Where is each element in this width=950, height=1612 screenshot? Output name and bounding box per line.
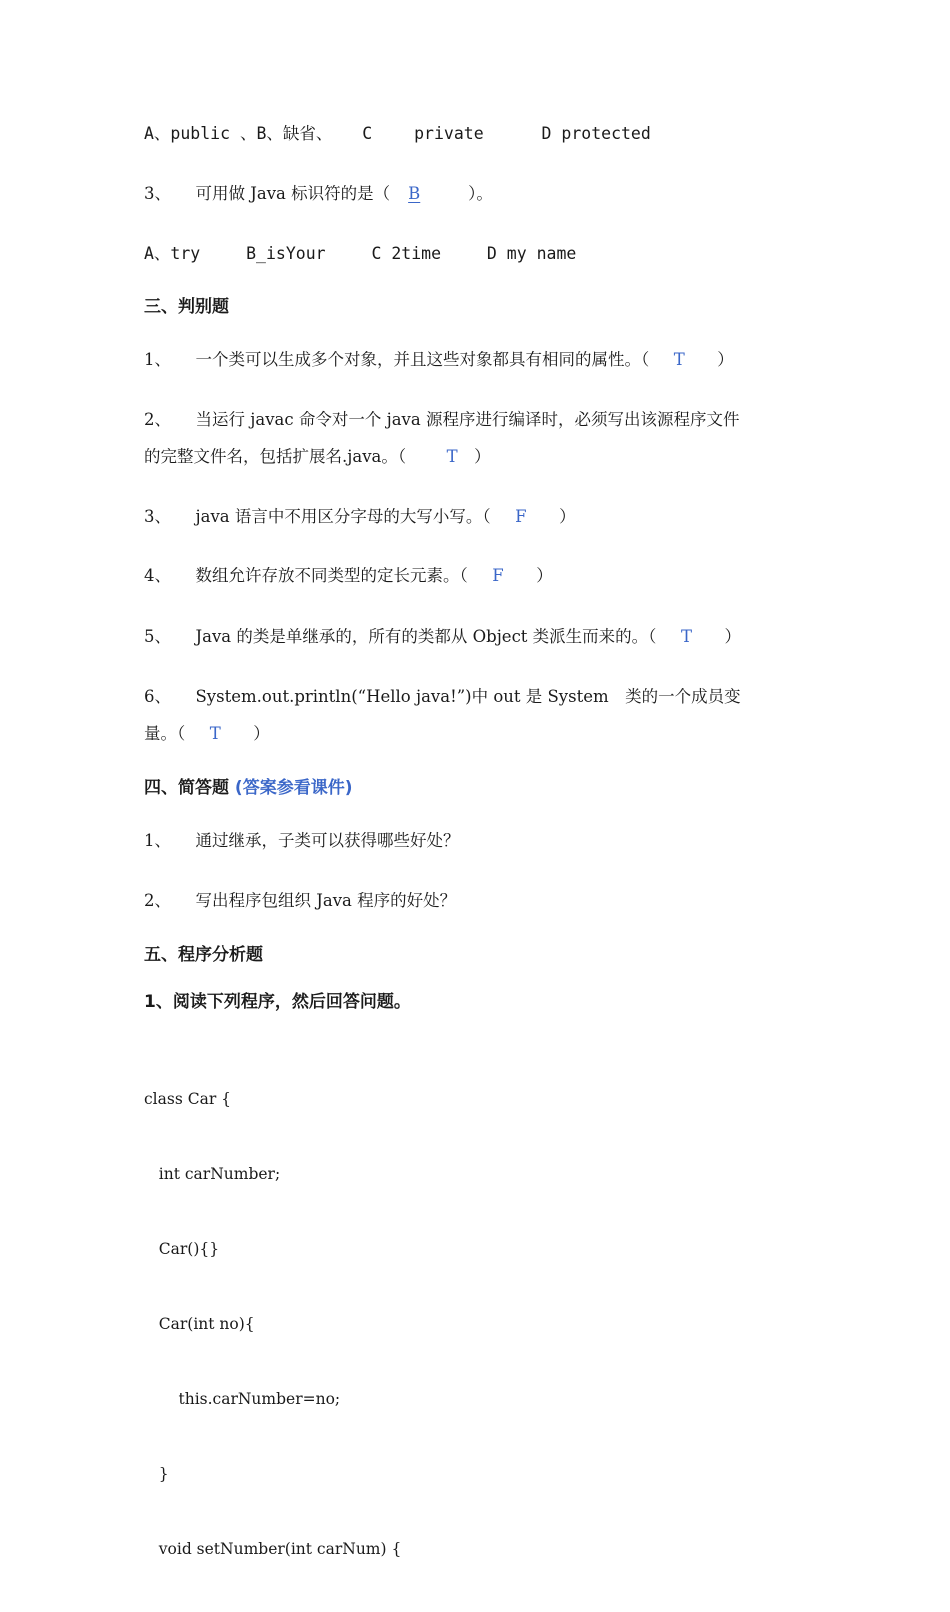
item-text: 数组允许存放不同类型的定长元素。（ <box>195 566 468 585</box>
mc-options-line <box>144 124 814 144</box>
short-answer-item-1 <box>144 831 814 851</box>
item-answer: T <box>209 724 221 743</box>
item-text-continued: 量。（ <box>144 724 186 743</box>
judgement-item-1 <box>144 350 814 370</box>
item-close: ） <box>253 724 270 743</box>
item-number: 4、 <box>144 566 171 585</box>
code-block <box>144 1037 401 1612</box>
item-close: ） <box>474 447 491 466</box>
question-number: 3、 <box>144 184 171 203</box>
item-number: 5、 <box>144 627 171 646</box>
judgement-item-2-line1 <box>144 410 814 430</box>
item-answer: T <box>446 447 458 466</box>
code-line: int carNumber; <box>144 1165 281 1183</box>
option-b: B_isYour <box>246 244 326 263</box>
item-close: ） <box>536 566 553 585</box>
option-c: C <box>362 124 373 143</box>
option-a: A、public <box>144 124 231 143</box>
section-heading: 五、程序分析题 <box>144 945 263 965</box>
short-answer-item-2 <box>144 891 814 911</box>
option-d: D my name <box>486 244 577 263</box>
item-close: ） <box>559 507 576 526</box>
item-number: 2、 <box>144 410 171 429</box>
judgement-item-3 <box>144 507 814 527</box>
judgement-item-5 <box>144 627 814 647</box>
item-number: 2、 <box>144 891 171 910</box>
option-c: C 2time <box>371 244 442 263</box>
section-heading: 三、判别题 <box>144 297 229 317</box>
section-heading <box>144 777 352 799</box>
item-close: ） <box>724 627 741 646</box>
judgement-item-6-line1 <box>144 687 814 707</box>
item-text: 通过继承，子类可以获得哪些好处？ <box>195 831 460 850</box>
item-close: ） <box>717 350 734 369</box>
option-a: A、try <box>144 244 201 263</box>
code-line: } <box>144 1465 169 1483</box>
judgement-item-2-line2 <box>144 447 814 467</box>
item-text: Java 的类是单继承的，所有的类都从 Object 类派生而来的。（ <box>195 627 657 646</box>
code-line: Car(){} <box>144 1240 220 1258</box>
judgement-item-4 <box>144 566 814 586</box>
q3-options-line <box>144 244 814 264</box>
item-number: 6、 <box>144 687 171 706</box>
question-close: ）。 <box>468 184 493 203</box>
item-text: 当运行 javac 命令对一个 java 源程序进行编译时，必须写出该源程序文件 <box>195 410 740 429</box>
item-number: 3、 <box>144 507 171 526</box>
judgement-item-6-line2 <box>144 724 814 744</box>
item-number: 1、 <box>144 350 171 369</box>
code-line: Car(int no){ <box>144 1315 255 1333</box>
section-note: (答案参看课件) <box>234 778 353 798</box>
question-text: 可用做 Java 标识符的是（ <box>195 184 391 203</box>
item-text-continued: 的完整文件名，包括扩展名.java。（ <box>144 447 407 466</box>
item-answer: T <box>673 350 685 369</box>
item-answer: F <box>515 507 527 526</box>
item-number: 1、 <box>144 831 171 850</box>
code-line: this.carNumber=no; <box>144 1390 341 1408</box>
question-3 <box>144 184 814 204</box>
answer-blank: B <box>408 184 421 203</box>
item-text: 一个类可以生成多个对象，并且这些对象都具有相同的属性。（ <box>195 350 650 369</box>
item-answer: T <box>680 627 692 646</box>
code-line: class Car { <box>144 1090 232 1108</box>
item-text: java 语言中不用区分字母的大写小写。（ <box>195 507 491 526</box>
item-text: 写出程序包组织 Java 程序的好处？ <box>195 891 457 910</box>
option-d: D protected <box>541 124 651 143</box>
section-title: 四、简答题 <box>144 778 229 798</box>
item-answer: F <box>492 566 504 585</box>
code-line: void setNumber(int carNum) { <box>144 1540 402 1558</box>
item-text: System.out.println(“Hello java!”)中 out 是 System 类的一个成员变 <box>195 687 741 706</box>
sub-question-title: 1、阅读下列程序，然后回答问题。 <box>144 992 411 1012</box>
option-c-value: private <box>414 124 484 143</box>
option-b: 、B、缺省、 <box>239 124 333 143</box>
